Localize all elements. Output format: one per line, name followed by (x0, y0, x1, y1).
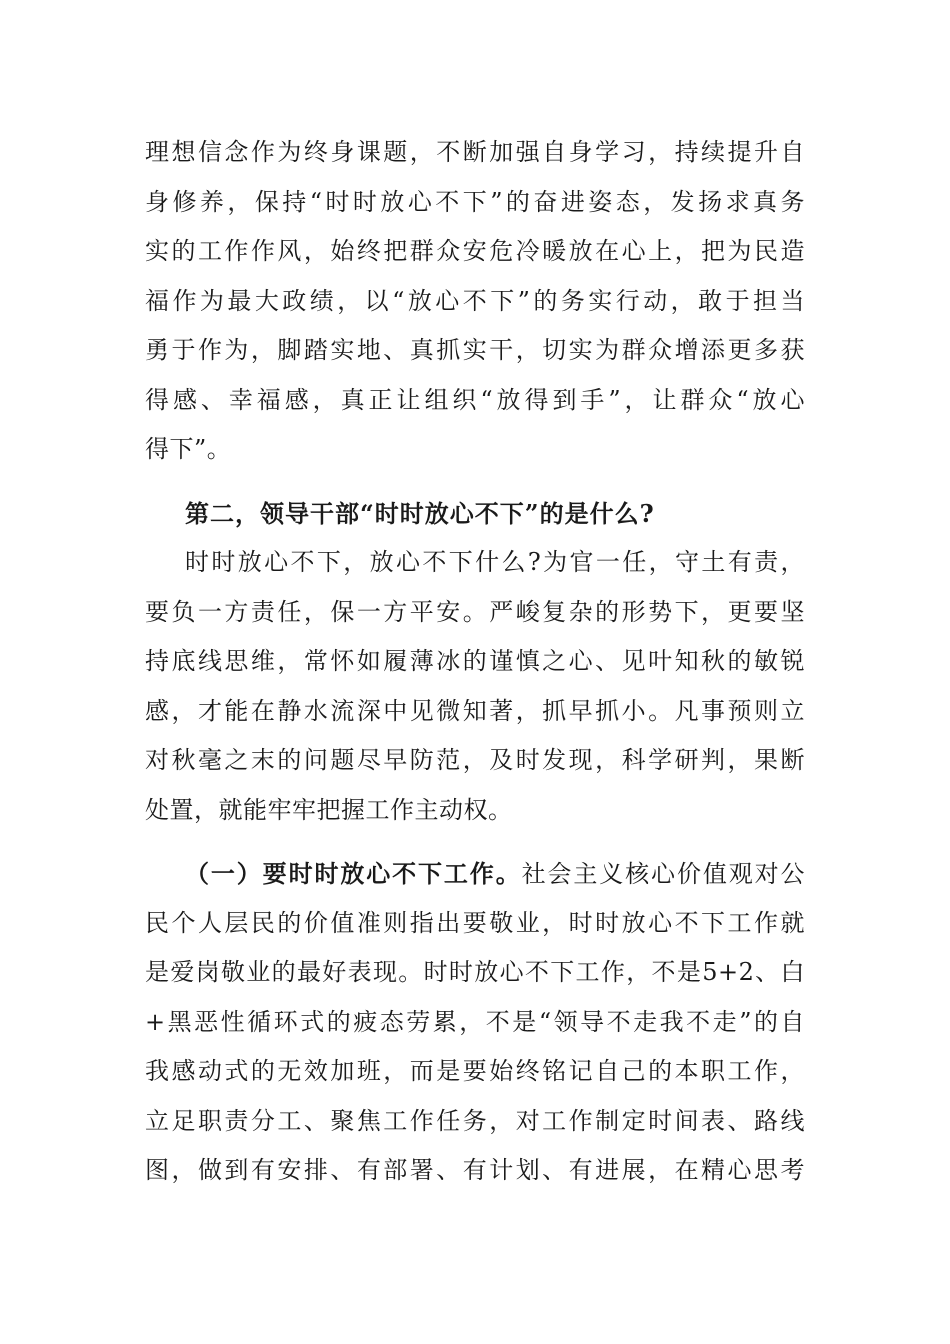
document-page (145, 128, 805, 1196)
paragraph-line: 图，做到有安排、有部署、有计划、有进展，在精心思考 (145, 1156, 805, 1184)
paragraph-line: 是爱岗敬业的最好表现。时时放心不下工作，不是5+2、白 (145, 958, 805, 986)
paragraph-line: 实的工作作风，始终把群众安危冷暖放在心上，把为民造 (145, 237, 805, 265)
paragraph-line: 得下”。 (145, 435, 232, 463)
paragraph-line: 对秋毫之末的问题尽早防范，及时发现，科学研判，果断 (145, 746, 805, 774)
paragraph-line: 处置，就能牢牢把握工作主动权。 (145, 795, 513, 824)
paragraph-line: 福作为最大政绩，以“放心不下”的务实行动，敢于担当 (145, 286, 805, 315)
paragraph-text: 社会主义核心价值观对公 (521, 860, 806, 888)
paragraph-line: 我感动式的无效加班，而是要始终铭记自己的本职工作， (145, 1057, 805, 1085)
paragraph-ideals (145, 128, 805, 475)
paragraph-line: 得感、幸福感，真正让组织“放得到手”，让群众“放心 (145, 385, 805, 414)
paragraph-line: 民个人层民的价值准则指出要敬业，时时放心不下工作就 (145, 908, 805, 937)
paragraph-line: 勇于作为，脚踏实地、真抓实干，切实为群众增添更多获 (145, 336, 805, 364)
paragraph-line: 感，才能在静水流深中见微知著，抓早抓小。凡事预则立 (145, 696, 805, 725)
subsection-title-work: （一）要时时放心不下工作。 (185, 859, 522, 888)
paragraph-work (145, 849, 805, 1196)
paragraph-line: 要负一方责任，保一方平安。严峻复杂的形势下，更要坚 (145, 597, 805, 626)
paragraph-line (145, 849, 805, 899)
paragraph-line: +黑恶性循环式的疲态劳累，不是“领导不走我不走”的自 (145, 1007, 805, 1036)
paragraph-line: 持底线思维，常怀如履薄冰的谨慎之心、见叶知秋的敏锐 (145, 647, 805, 675)
section-heading-second: 第二，领导干部“时时放心不下”的是什么? (185, 498, 655, 528)
paragraph-line: 立足职责分工、聚焦工作任务，对工作制定时间表、路线 (145, 1106, 805, 1135)
paragraph-what-to-worry (145, 538, 805, 835)
paragraph-line: 理想信念作为终身课题，不断加强自身学习，持续提升自 (145, 138, 805, 166)
paragraph-spacer (145, 835, 805, 849)
paragraph-line: 身修养，保持“时时放心不下”的奋进姿态，发扬求真务 (145, 187, 805, 216)
paragraph-line: 时时放心不下，放心不下什么?为官一任，守土有责， (185, 548, 805, 576)
